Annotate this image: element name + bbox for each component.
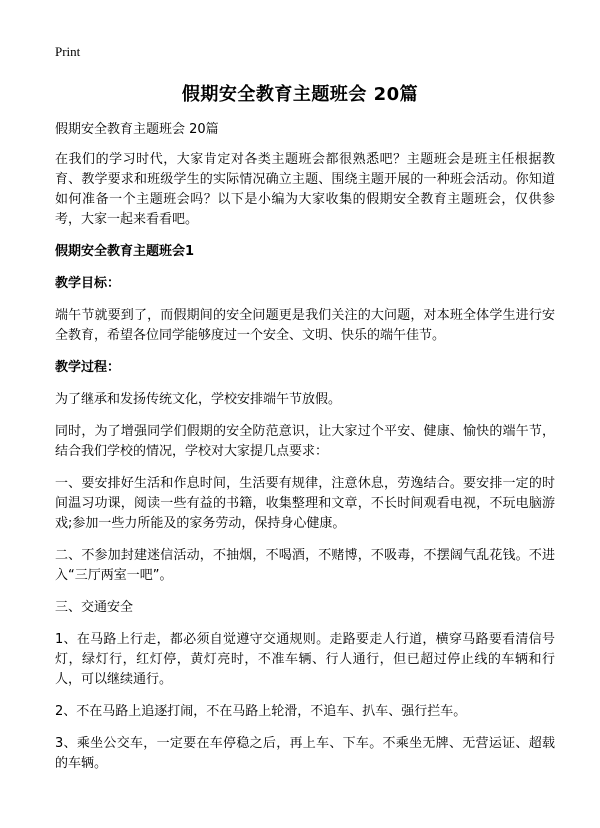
process-paragraph-2: 同时，为了增强同学们假期的安全防范意识，让大家过个平安、健康、愉快的端午节，结合我们学校的情况，学校对大家提几点要求：	[55, 424, 555, 459]
intro-paragraph: 在我们的学习时代，大家肯定对各类主题班会都很熟悉吧？主题班会是班主任根据教育、教学要求和班级学生的实际情况确立主题、围绕主题开展的一种班会活动。你知道如何准备一个主题班会吗？以下是小编为大家收集的假期安全教育主题班会，仅供参考，大家一起来看看吧。	[55, 152, 555, 227]
requirement-1: 一、要安排好生活和作息时间，生活要有规律，注意休息，劳逸结合。要安排一定的时间温习功课，阅读一些有益的书籍，收集整理和文章，不长时间观看电视，不玩电脑游戏;参加一些力所能及的家务劳动，保持身心健康。	[55, 476, 555, 531]
print-link[interactable]: Print	[55, 44, 81, 59]
section-heading: 假期安全教育主题班会1	[55, 244, 195, 259]
traffic-rule-3: 3、乘坐公交车，一定要在车停稳之后，再上车、下车。不乘坐无牌、无营运证、超载的车辆。	[55, 736, 555, 771]
process-heading: 教学过程：	[55, 360, 121, 375]
process-paragraph-1: 为了继承和发扬传统文化，学校安排端午节放假。	[55, 392, 342, 407]
requirement-2: 二、不参加封建迷信活动，不抽烟，不喝酒，不赌博，不吸毒，不摆阔气乱花钱。不进入“三厅两室一吧”。	[55, 548, 555, 583]
goal-paragraph: 端午节就要到了，而假期间的安全问题更是我们关注的大问题，对本班全体学生进行安全教育，希望各位同学能够度过一个安全、文明、快乐的端午佳节。	[55, 308, 555, 343]
subtitle: 假期安全教育主题班会 20篇	[55, 122, 219, 137]
traffic-rule-1: 1、在马路上行走，都必须自觉遵守交通规则。走路要走人行道，横穿马路要看清信号灯，绿灯行，红灯停，黄灯亮时，不准车辆、行人通行，但已超过停止线的车辆和行人，可以继续通行。	[55, 632, 555, 687]
requirement-3: 三、交通安全	[55, 600, 134, 615]
article-body	[55, 120, 555, 786]
traffic-rule-2: 2、不在马路上追逐打闹，不在马路上轮滑，不追车、扒车、强行拦车。	[55, 704, 467, 719]
page-title: 假期安全教育主题班会 20篇	[181, 84, 419, 105]
goal-heading: 教学目标：	[55, 276, 121, 291]
